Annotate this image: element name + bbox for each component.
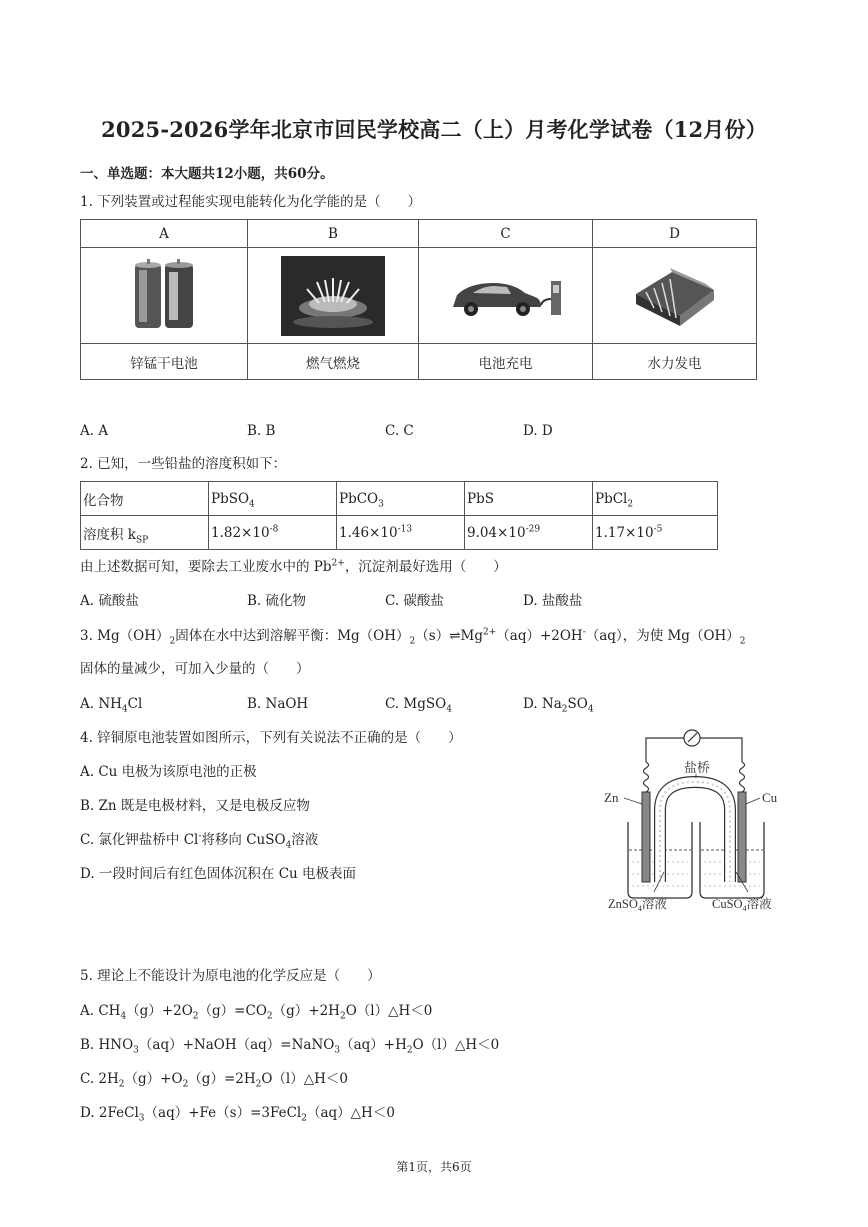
q1-option-c[interactable]: C. C xyxy=(385,423,414,439)
galvanic-cell-diagram xyxy=(600,722,792,922)
zn-electrode xyxy=(642,792,650,882)
option-d-label: 水力发电 xyxy=(593,344,757,380)
q4-option-a[interactable]: A. Cu 电极为该原电池的正极 xyxy=(80,764,257,780)
question-1-stem: 1. 下列装置或过程能实现电能转化为化学能的是（ ） xyxy=(80,194,422,210)
ksp-pbso4: $1.82\times 10^{-8}$ xyxy=(209,516,337,550)
option-a-label: 锌锰干电池 xyxy=(81,344,248,380)
table-header-b: B xyxy=(248,220,419,248)
table-header-a: A xyxy=(81,220,248,248)
znso4-solution-label: ZnSO$_4$溶液 xyxy=(608,897,667,913)
row-ksp-label: 溶度积 $k_{SP}$ xyxy=(81,516,209,550)
q5-option-c[interactable]: C. $2H_2(g)+O_2(g)=2H_2O(l)\triangle H<0$ xyxy=(80,1071,348,1090)
q1-option-b[interactable]: B. B xyxy=(247,423,276,439)
ksp-pbco3: $1.46\times 10^{-13}$ xyxy=(337,516,465,550)
q1-option-a[interactable]: A. A xyxy=(80,423,109,439)
question-2-prompt: 由上述数据可知，要除去工业废水中的 $Pb^{2+}$，沉淀剂最好选用（ ） xyxy=(80,558,507,575)
electric-car-charging-image xyxy=(419,248,593,344)
solubility-table xyxy=(80,481,718,550)
q3-option-d[interactable]: D. $Na_2SO_4$ xyxy=(523,696,594,715)
question-5-stem: 5. 理论上不能设计为原电池的化学反应是（ ） xyxy=(80,968,381,984)
q1-option-d[interactable]: D. D xyxy=(523,423,553,439)
q2-option-c[interactable]: C. 碳酸盐 xyxy=(385,593,444,609)
question-3-stem-cont: 固体的量减少，可加入少量的（ ） xyxy=(80,661,310,677)
q4-option-b[interactable]: B. Zn 既是电极材料，又是电极反应物 xyxy=(80,798,310,814)
ksp-pbs: $9.04\times 10^{-29}$ xyxy=(465,516,593,550)
q5-option-d[interactable]: D. 2FeCl$_3$（aq）+Fe（s）=3FeCl$_2$（aq）△H＜0 xyxy=(80,1105,395,1124)
option-b-label: 燃气燃烧 xyxy=(248,344,419,380)
q4-option-c[interactable]: C. 氯化钾盐桥中 Cl-将移向 CuSO$_4$溶液 xyxy=(80,831,319,851)
table-header-c: C xyxy=(419,220,593,248)
q5-option-a[interactable]: A. $CH_4(g)+2O_2(g)=CO_2(g)+2H_2O(l)\triangle H<0$ xyxy=(80,1003,433,1022)
table-header-d: D xyxy=(593,220,757,248)
gas-burning-image xyxy=(248,248,419,344)
question-4-stem: 4. 锌铜原电池装置如图所示，下列有关说法不正确的是（ ） xyxy=(80,730,462,746)
q3-option-a[interactable]: A. $NH_4Cl$ xyxy=(80,696,143,715)
cu-label: Cu xyxy=(762,790,778,805)
zinc-manganese-battery-image xyxy=(81,248,248,344)
header-pbco3: PbCO$_3$ xyxy=(337,482,465,516)
question-3-stem: 3. $Mg(OH)_2$固体在水中达到溶解平衡：$Mg(OH)_2(s)\rightleftharpoons Mg^{2+}(aq)+2OH^-(aq)$，为使 $Mg(OH)_2$ xyxy=(80,627,746,647)
cuso4-solution-label: CuSO$_4$溶液 xyxy=(712,897,772,913)
header-compound: 化合物 xyxy=(81,482,209,516)
q2-option-b[interactable]: B. 硫化物 xyxy=(247,593,307,609)
q4-option-d[interactable]: D. 一段时间后有红色固体沉积在 Cu 电极表面 xyxy=(80,866,357,882)
cu-electrode xyxy=(738,792,746,882)
zn-label: Zn xyxy=(604,790,619,805)
header-pbs: PbS xyxy=(465,482,593,516)
q3-option-b[interactable]: B. NaOH xyxy=(247,696,309,712)
option-c-label: 电池充电 xyxy=(419,344,593,380)
q5-option-b[interactable]: B. $HNO_3(aq)+NaOH(aq)=NaNO_3(aq)+H_2O(l)\triangle H<0$ xyxy=(80,1037,500,1056)
page-title: 2025-2026学年北京市回民学校高二（上）月考化学试卷（12月份） xyxy=(101,117,767,142)
question-1-table xyxy=(80,219,757,380)
hydropower-dam-image xyxy=(593,248,757,344)
page-footer: 第1页，共6页 xyxy=(396,1160,472,1174)
section-heading: 一、单选题：本大题共12小题，共60分。 xyxy=(80,166,334,182)
salt-bridge-label: 盐桥 xyxy=(684,760,711,775)
q2-option-d[interactable]: D. 盐酸盐 xyxy=(523,593,583,609)
header-pbcl2: PbCl$_2$ xyxy=(593,482,718,516)
question-2-stem: 2. 已知，一些铅盐的溶度积如下： xyxy=(80,456,287,472)
header-pbso4: PbSO$_4$ xyxy=(209,482,337,516)
ksp-pbcl2: $1.17\times 10^{-5}$ xyxy=(593,516,718,550)
q2-option-a[interactable]: A. 硫酸盐 xyxy=(80,593,139,609)
q3-option-c[interactable]: C. MgSO$_4$ xyxy=(385,696,452,715)
